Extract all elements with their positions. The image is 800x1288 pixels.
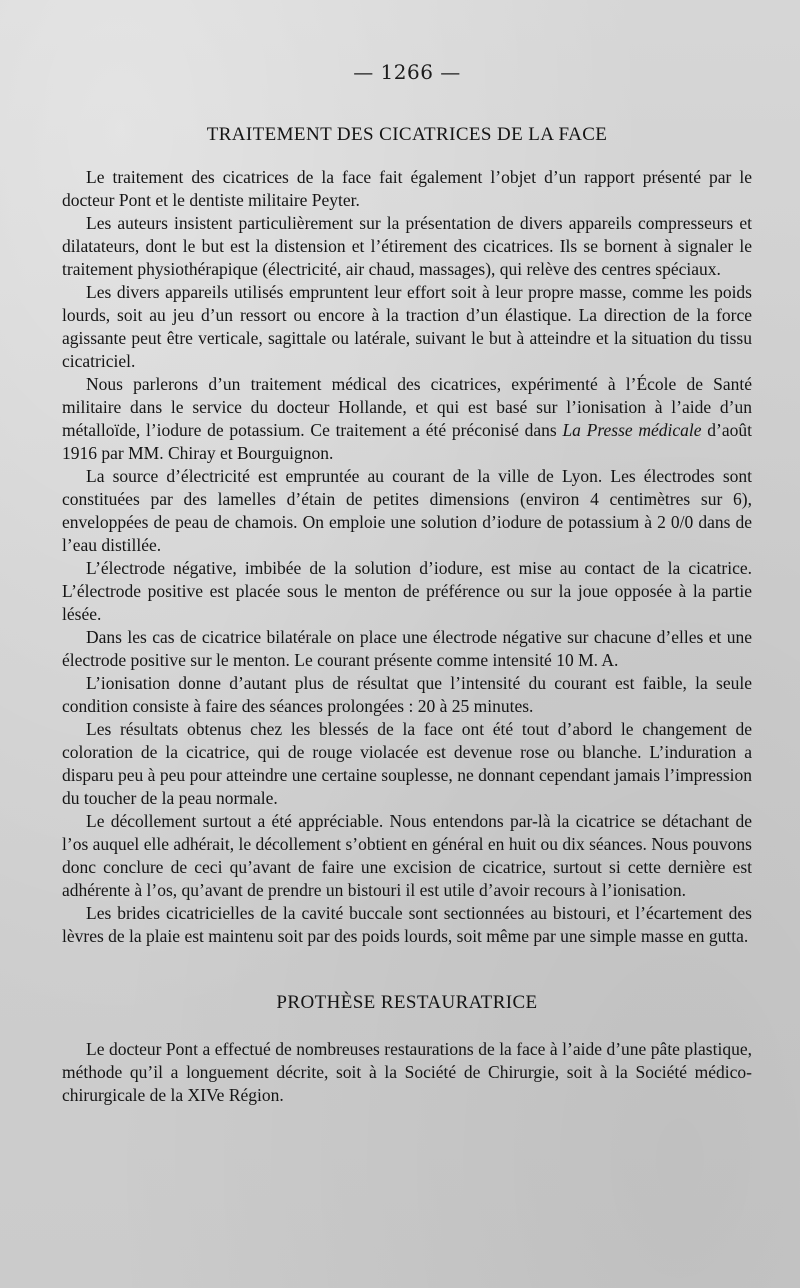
paragraph-ionisation: [62, 373, 752, 465]
journal-title: La Presse médicale: [562, 420, 702, 440]
paragraph: Les résultats obtenus chez les blessés de la face ont été tout d’abord le changement de coloration de la cicatrice, qui de rouge violacée est devenue rose ou blanche. L’induration a disparu peu à peu pour atteindre une certaine souplesse, ne donnant cependant jamais l’impression du toucher de la peau normale.: [62, 719, 752, 808]
paragraph: Le traitement des cicatrices de la face fait également l’objet d’un rapport présenté par le docteur Pont et le dentiste militaire Peyter.: [62, 167, 752, 210]
paragraph-text: Nous parlerons d’un traitement médical des cicatrices, expérimenté à l’École de Santé militaire dans le service du docteur Hollande, et qui est basé sur l’ionisation à l’aide d’un métalloïde, l’iodure de potassium. Ce traitement a été préconisé dans: [62, 374, 752, 440]
paragraph: La source d’électricité est empruntée au courant de la ville de Lyon. Les électrodes sont constituées par des lamelles d’étain de petites dimensions (environ 4 centimètres sur 6), enveloppées de peau de chamois. On emploie une solution d’iodure de potassium à 2 0/0 dans de l’eau distillée.: [62, 466, 752, 555]
paragraph: Le décollement surtout a été appréciable. Nous entendons par-là la cicatrice se détachant de l’os auquel elle adhérait, le décollement s’obtient en général en huit ou dix séances. Nous pouvons donc conclure de ceci qu’avant de faire une excision de cicatrice, surtout si cette dernière est adhérente à l’os, qu’avant de prendre un bistouri il est utile d’avoir recours à l’ionisation.: [62, 811, 752, 900]
paragraph: L’électrode négative, imbibée de la solution d’iodure, est mise au contact de la cicatrice. L’électrode positive est placée sous le menton de préférence ou sur la joue opposée à la partie lésée.: [62, 558, 752, 624]
paragraph-text-tail: d’août 1916 par MM. Chiray et Bourguignon.: [62, 420, 752, 463]
section-body-cicatrices: [62, 166, 752, 948]
paragraph: L’ionisation donne d’autant plus de résultat que l’intensité du courant est faible, la seule condition consiste à faire des séances prolongées : 20 à 25 minutes.: [62, 673, 752, 716]
section-title-cicatrices: TRAITEMENT DES CICATRICES DE LA FACE: [206, 124, 608, 145]
paragraph: Les auteurs insistent particulièrement sur la présentation de divers appareils compresseurs et dilatateurs, dont le but est la distension et l’étirement des cicatrices. Ils se bornent à signaler le traitement physiothérapique (électricité, air chaud, massages), qui relève des centres spéciaux.: [62, 213, 752, 279]
paragraph: Le docteur Pont a effectué de nombreuses restaurations de la face à l’aide d’une pâte plastique, méthode qu’il a longuement décrite, soit à la Société de Chirurgie, soit à la Société médico-chirurgicale de la XIVe Région.: [62, 1039, 752, 1105]
section-body-prothese: [62, 1038, 752, 1107]
paragraph: Les brides cicatricielles de la cavité buccale sont sectionnées au bistouri, et l’écartement des lèvres de la plaie est maintenu soit par des poids lourds, soit même par une simple masse en gutta.: [62, 903, 752, 946]
page-number: — 1266 —: [353, 60, 461, 84]
paragraph: Les divers appareils utilisés empruntent leur effort soit à leur propre masse, comme les poids lourds, soit au jeu d’un ressort ou encore à la traction d’un élastique. La direction de la force agissante peut être verticale, sagittale ou latérale, suivant le but à atteindre et la situation du tissu cicatriciel.: [62, 282, 752, 371]
section-title-prothese: PROTHÈSE RESTAURATRICE: [276, 992, 538, 1013]
paragraph: Dans les cas de cicatrice bilatérale on place une électrode négative sur chacune d’elles et une électrode positive sur le menton. Le courant présente comme intensité 10 M. A.: [62, 627, 752, 670]
